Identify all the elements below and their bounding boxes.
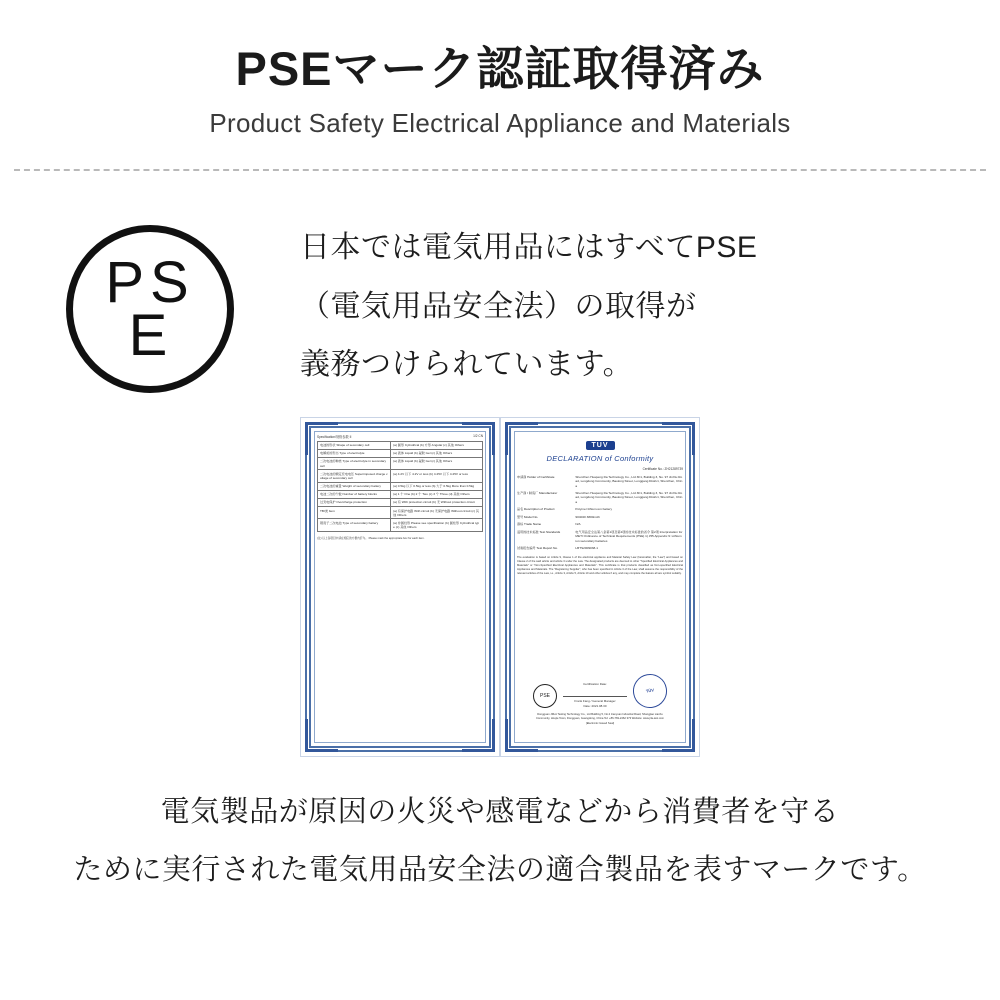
pse-circle-icon <box>66 225 234 393</box>
table-row <box>318 441 483 449</box>
certificate-title: DECLARATION of Conformity <box>546 453 654 463</box>
field-label: 申请商 Holder of Certificate <box>517 474 555 479</box>
intro-text <box>300 219 1000 395</box>
spec-value: (a) 有保护电路 With circuit (b) 无保护电路 Without circuit (c) 其他 Others <box>391 507 483 519</box>
certificate-right-content <box>517 434 683 740</box>
spec-head-right: 1/2 CN <box>473 433 483 438</box>
pse-letters <box>73 232 227 386</box>
spec-label: TBI类 Item <box>318 507 391 519</box>
field-value: 电气用品安全法第八条第1项及第2项的技术标准的省令 第2项 Interpretation for METI Ordinance of Technical Requirements (PSE) 1) J55 Appendix 9: Lithium ion secondary batteries <box>575 529 683 543</box>
spec-value: (a) 非圆柱形 Please see specification (b) 圆柱形 Cylindrical type (c) 其他 Others <box>391 519 483 531</box>
spec-table-body <box>318 441 483 531</box>
header <box>0 0 1000 139</box>
certificate-date: Date: 2021.08.30 <box>583 703 607 708</box>
field-value: 904040 3800mAh <box>575 514 600 519</box>
certificate-header-block <box>517 434 683 463</box>
table-row <box>318 490 483 498</box>
field-label: 生产商 / 制造厂 Manufacturer <box>517 491 558 495</box>
certificate-field <box>517 507 683 511</box>
spec-value: (a) 1 个 One (b) 2 个 Two (c) 3 个 Three (d) 其他 Others <box>391 490 483 498</box>
field-label: 品名 Description of Product <box>517 507 555 512</box>
intro-line-2: （電気用品安全法）の取得が <box>300 289 697 323</box>
intro-line-1: 日本では電気用品にはすべてPSE <box>300 231 758 265</box>
tuv-logo-icon: TUV <box>586 441 615 450</box>
signature-line <box>563 696 627 697</box>
page-title: PSEマーク認証取得済み <box>235 42 765 95</box>
spec-head-left: Specification/规格参数 II <box>317 434 352 439</box>
certificate-left-head <box>317 434 483 439</box>
spec-label: 二次电池的重量 Weight of secondary battery <box>318 482 391 490</box>
table-row <box>318 470 483 482</box>
bottom-caption <box>0 783 1000 899</box>
spec-value: (a) 圆形 Cylindrical (b) 方形 Angular (c) 其他 Others <box>391 441 483 449</box>
certificate-field <box>517 530 683 543</box>
certificate-left-page <box>300 417 500 757</box>
signer-name: Frank Fang / General Manager <box>574 699 616 704</box>
field-value: LBTS2009038-1 <box>575 546 598 551</box>
certificate-right-page <box>500 417 700 757</box>
certificate-field <box>517 522 683 526</box>
field-label: 试验报告编号 Test Report No. <box>517 546 558 551</box>
signature-row <box>533 674 667 708</box>
caption-line-1: 電気製品が原因の火災や感電などから消費者を守る <box>160 795 840 828</box>
spec-label: 锂离子二次电池 Type of secondary battery <box>318 519 391 531</box>
certificate-footer <box>533 674 667 725</box>
pse-small-icon: PSE <box>533 684 557 708</box>
signature-block <box>557 682 633 709</box>
certificate-number: Certificate No.: ZH21289739 <box>642 466 683 471</box>
spec-value: (a) 液体 Liquid (b) 凝胶 Gel (c) 其他 Others <box>391 449 483 457</box>
table-row <box>318 507 483 519</box>
spec-value: (a) 液体 Liquid (b) 凝胶 Gel (c) 其他 Others <box>391 457 483 469</box>
caption-line-2: ために実行された電気用品安全法の適合製品を表すマークです。 <box>73 853 927 886</box>
field-value: Shenzhen Huapeng Da Technology Co., Ltd 3F1, Building 3, No. 97 JinXiu Road, Longdong Community, Baolong Street, Longgang District, Shenzhen, China <box>575 474 683 488</box>
pse-letter-p: P <box>105 249 146 315</box>
pse-letter-s: S <box>150 249 191 315</box>
spec-label: 电解质的形态 Type of electrolyte <box>318 449 391 457</box>
table-row <box>318 519 483 531</box>
spec-label: 电池的形状 Shape of secondary cell <box>318 441 391 449</box>
official-stamp-icon: TÜV <box>630 672 669 711</box>
certificate-field <box>517 491 683 504</box>
spec-value: (a) 有 With protection circuit (b) 无 Without protection circuit <box>391 498 483 506</box>
spec-label: 电池二次的个数 Number of battery blocks <box>318 490 391 498</box>
field-label: 适用的技术标准 Test Standards <box>517 529 561 534</box>
spec-label: 二次电池的额定充电电压 Superimposed charge voltage of secondary cell <box>318 470 391 482</box>
certificate-left-content <box>317 434 483 740</box>
field-label: 商标 Trade Name <box>517 522 542 527</box>
field-value: Shenzhen Huapeng Da Technology Co., Ltd 3F1, Building 3, No. 97 JinXiu Road, Longdong Community, Baolong Street, Longgang District, Shenzhen, China <box>575 491 683 504</box>
certificate-fields <box>517 475 683 551</box>
pse-mark-container <box>0 219 300 393</box>
certificate-field <box>517 546 683 550</box>
field-label: 型号 Model No. <box>517 514 539 519</box>
certificate-field <box>517 515 683 519</box>
certificate-spread <box>300 417 700 757</box>
certification-date-label: Certification Date: <box>583 681 607 686</box>
spec-label: 过充电保护 Overcharge protection <box>318 498 391 506</box>
certificate-address: Dongguan JRLA Testing Technology Co., Ltd Building 5, No.2 Jianyuan Industrial Road, Shangjiao Lianhu Community, Houjie Town, Dongguan, Guangdong, China Tel: +86-769-2462 373 Website: www.jrla-test.com [Electronic Issued Seal] <box>535 713 665 725</box>
table-row <box>318 482 483 490</box>
intro-line-3: 義務つけられています。 <box>300 348 634 382</box>
certificate-field <box>517 475 683 488</box>
field-value: Polymer lithium-ion battery <box>575 507 613 512</box>
certificate-image <box>0 417 1000 757</box>
certificate-paragraph: The evaluation is based on Article 9, Clause 1 of the electrical appliance and Material Safety Law (hereinafter, the "Law") and based on Clause 2 of the said article and article 3 under the Law. The designated products are deemed to other "Specified Electrical Appliances and Materials" or "Non-Specified Electrical Appliances and Materials". This certificate is that products classified as Non-specified Electrical Appliances and Materials. The "Registering Supplier", who has been specified in Article 3 of the Law, shall assume the responsibility of the relevant articles of the Law, i.e., Article 3, Article 5, Article 10 and other articles if any, and may complete the feature all are symbol suitably. <box>517 555 683 576</box>
field-value: N/A <box>575 522 581 527</box>
spec-label: 二次电池的种类 Type of electrolyte in secondary cell <box>318 457 391 469</box>
spec-note: (注) 以上各项目中请在相应的方框内打勾。 Please mark the appropriate box for each item. <box>317 536 425 540</box>
table-row <box>318 498 483 506</box>
pse-letter-e: E <box>128 303 170 369</box>
spec-table <box>317 441 483 532</box>
page-subtitle: Product Safety Electrical Appliance and Materials <box>209 108 791 139</box>
intro-section <box>0 171 1000 395</box>
spec-value: (a) 0.5kg 以下 0.5kg or less (b) 大于 0.5kg More than 0.5kg <box>391 482 483 490</box>
spec-value: (a) 4.2V 以下 4.2V or less (b) 4.25V 以下 4.25V or less <box>391 470 483 482</box>
table-row <box>318 457 483 469</box>
table-row <box>318 449 483 457</box>
